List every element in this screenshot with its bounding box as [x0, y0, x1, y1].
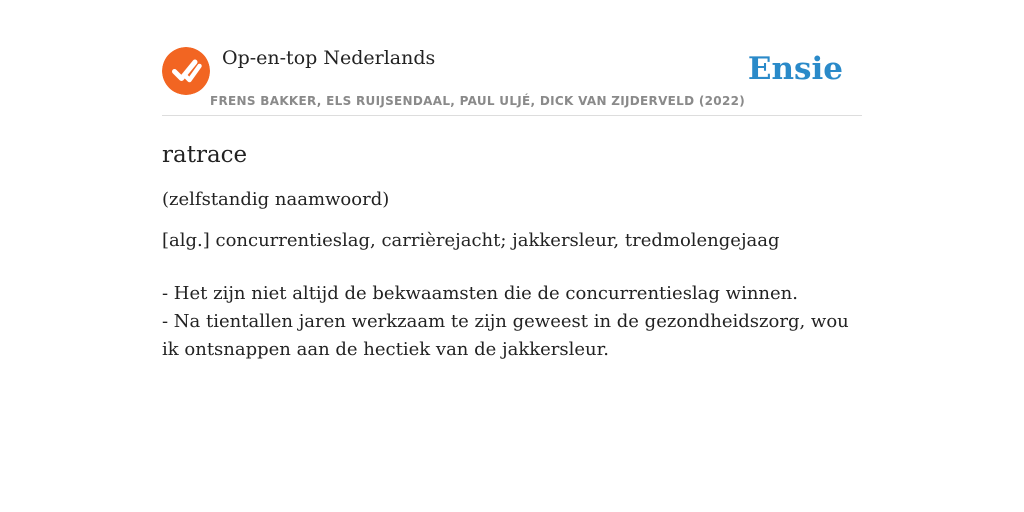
examples-list	[162, 280, 862, 364]
source-header	[162, 40, 862, 116]
orange-checkmark-icon	[162, 47, 210, 95]
entry-card	[162, 40, 862, 364]
example-sentence: - Het zijn niet altijd de bekwaamsten die de concurrentieslag winnen.	[162, 283, 798, 304]
ensie-logo-link[interactable]: Ensie	[747, 51, 843, 87]
definition: [alg.] concurrentieslag, carrièrejacht; jakkersleur, tredmolengejaag	[162, 230, 780, 251]
source-title[interactable]: Op-en-top Nederlands	[222, 47, 436, 69]
example-sentence: - Na tientallen jaren werkzaam te zijn geweest in de gezondheidszorg, wou ik ontsnappen aan de hectiek van de jakkersleur.	[162, 311, 849, 360]
source-authors: FRENS BAKKER, ELS RUIJSENDAAL, PAUL ULJÉ, DICK VAN ZIJDERVELD (2022)	[210, 94, 746, 108]
part-of-speech: (zelfstandig naamwoord)	[162, 189, 390, 210]
headword: ratrace	[162, 142, 248, 168]
